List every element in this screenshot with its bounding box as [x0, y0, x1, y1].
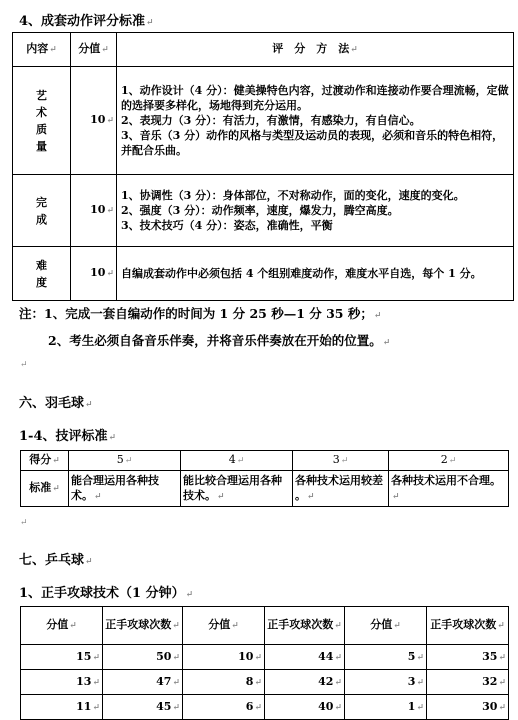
cell: 5↵ [345, 645, 427, 670]
cell: 1↵ [345, 695, 427, 720]
category-completion: 完 成 [13, 175, 71, 247]
header-score: 分值↵ [183, 607, 265, 645]
score-cell: 5↵ [69, 451, 181, 471]
section-6-subtitle: 1-4、技评标准↵ [19, 429, 117, 444]
cell: 13↵ [21, 670, 103, 695]
header-count: 正手攻球次数↵ [265, 607, 345, 645]
cell: 42↵ [265, 670, 345, 695]
score-cell: 10↵ [71, 247, 117, 301]
method-cell: 1、动作设计（4 分）：健美操特色内容，过渡动作和连接动作要合理流畅，定做的选择要多样化，场地得到充分运用。 2、表现力（3 分）：有活力，有激情，有感染力，有自信心。 3、音乐（3 分）动作的风格与类型及运动员的表现，必须和音乐的特色相符，并配合乐曲。 [117, 67, 514, 175]
cell: 6↵ [183, 695, 265, 720]
table-row [21, 471, 509, 507]
table-row [21, 670, 509, 695]
cell: 32↵ [427, 670, 509, 695]
cell: 3↵ [345, 670, 427, 695]
score-cell: 10↵ [71, 175, 117, 247]
table-header-row [21, 607, 509, 645]
category-difficulty: 难 度 [13, 247, 71, 301]
cell: 40↵ [265, 695, 345, 720]
table-row [21, 645, 509, 670]
cell: 8↵ [183, 670, 265, 695]
note-2: 2、考生必须自备音乐伴奏，并将音乐伴奏放在开始的位置。↵ [48, 333, 391, 348]
standard-cell: 各种技术运用较差 。↵ [293, 471, 389, 507]
table-row [13, 67, 514, 175]
table-header-row [13, 33, 514, 67]
score-cell: 3↵ [293, 451, 389, 471]
table-row [13, 247, 514, 301]
cell: 10↵ [183, 645, 265, 670]
note-1: 注：1、完成一套自编动作的时间为 1 分 25 秒—1 分 35 秒；↵ [19, 306, 382, 321]
header-score: 分值↵ [345, 607, 427, 645]
cell: 30↵ [427, 695, 509, 720]
category-artistry: 艺 术 质 量 [13, 67, 71, 175]
paragraph-mark: ↵ [20, 360, 28, 370]
section-7-title: 七、乒乓球↵ [19, 553, 93, 568]
header-count: 正手攻球次数↵ [103, 607, 183, 645]
header-score: 分值↵ [71, 33, 117, 67]
score-cell: 4↵ [181, 451, 293, 471]
table-row [21, 695, 509, 720]
score-cell: 10↵ [71, 67, 117, 175]
table-tennis-table [20, 606, 509, 720]
score-label: 得分↵ [21, 451, 69, 471]
header-score: 分值↵ [21, 607, 103, 645]
header-method: 评 分 方 法↵ [117, 33, 514, 67]
table-row [21, 451, 509, 471]
standard-cell: 各种技术运用不合理。↵ [389, 471, 509, 507]
cell: 35↵ [427, 645, 509, 670]
section-7-subtitle: 1、正手攻球技术（1 分钟）↵ [19, 586, 194, 601]
cell: 50↵ [103, 645, 183, 670]
standard-cell: 能合理运用各种技术。↵ [69, 471, 181, 507]
cell: 11↵ [21, 695, 103, 720]
cell: 47↵ [103, 670, 183, 695]
header-content: 内容↵ [13, 33, 71, 67]
section-4-title: 4、成套动作评分标准↵ [19, 14, 154, 29]
cell: 45↵ [103, 695, 183, 720]
header-count: 正手攻球次数↵ [427, 607, 509, 645]
score-cell: 2↵ [389, 451, 509, 471]
standard-cell: 能比较合理运用各种技术。↵ [181, 471, 293, 507]
scoring-table [12, 32, 514, 301]
method-cell: 1、协调性（3 分）：身体部位，不对称动作，面的变化，速度的变化。 2、强度（3 分）：动作频率，速度，爆发力，腾空高度。 3、技术技巧（4 分）：姿态，准确性，平衡 [117, 175, 514, 247]
cell: 15↵ [21, 645, 103, 670]
table-row [13, 175, 514, 247]
section-6-title: 六、羽毛球↵ [19, 396, 93, 411]
method-cell: 自编成套动作中必须包括 4 个组别难度动作，难度水平自选，每个 1 分。 [117, 247, 514, 301]
standard-label: 标准↵ [21, 471, 69, 507]
paragraph-mark: ↵ [20, 518, 28, 528]
badminton-table [20, 450, 509, 507]
cell: 44↵ [265, 645, 345, 670]
